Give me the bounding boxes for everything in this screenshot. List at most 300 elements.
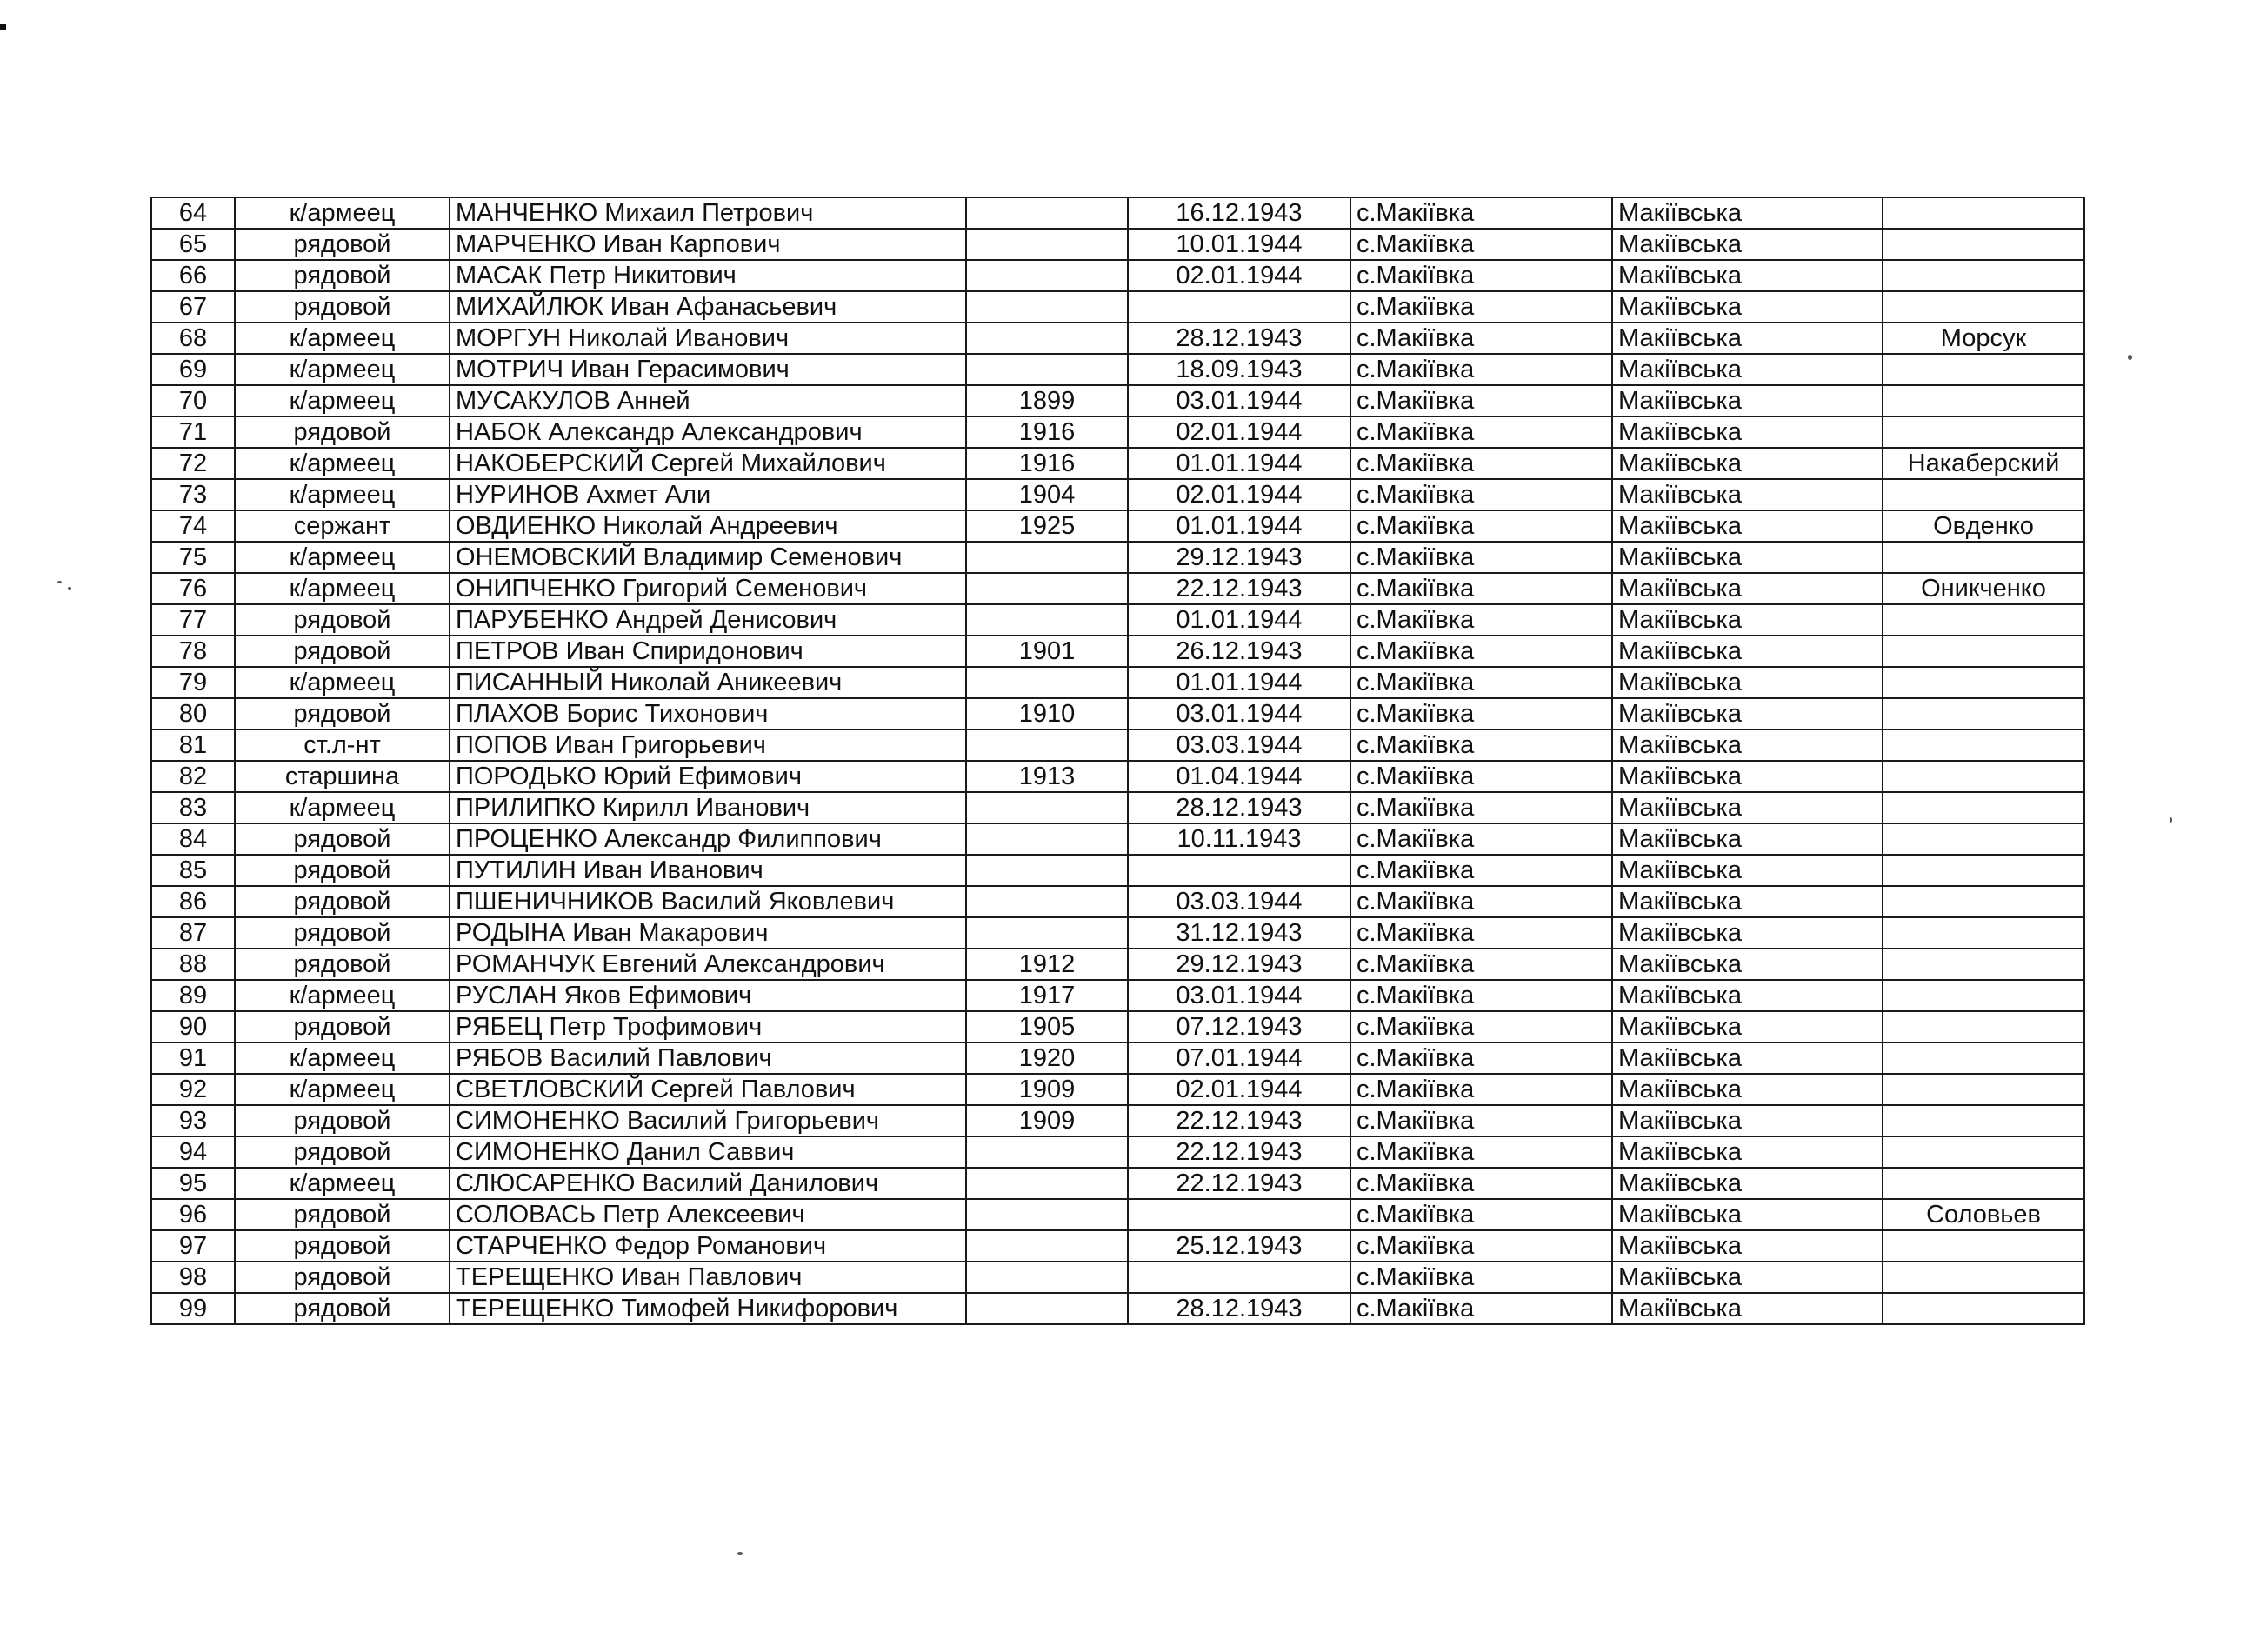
name-cell: НАКОБЕРСКИЙ Сергей Михайлович [450,448,966,479]
rank-cell: рядовой [235,636,450,667]
scan-speck [2170,817,2172,823]
note-cell: Оникченко [1883,573,2084,604]
rank-cell: к/армеец [235,542,450,573]
death-date-cell: 01.01.1944 [1128,667,1350,698]
rank-cell: к/армеец [235,448,450,479]
rank-cell: к/армеец [235,792,450,823]
note-cell [1883,1262,2084,1293]
death-date-cell: 02.01.1944 [1128,260,1350,291]
rank-cell: рядовой [235,917,450,949]
table-row [151,510,2084,542]
row-number: 95 [151,1168,235,1199]
name-cell: МУСАКУЛОВ Анней [450,385,966,416]
row-number: 68 [151,323,235,354]
council-cell: Макіївська [1612,855,1883,886]
birth-year-cell: 1916 [966,416,1128,448]
name-cell: ПРОЦЕНКО Александр Филиппович [450,823,966,855]
rank-cell: рядовой [235,260,450,291]
name-cell: МОТРИЧ Иван Герасимович [450,354,966,385]
row-number: 73 [151,479,235,510]
table-row [151,448,2084,479]
note-cell [1883,1042,2084,1074]
birth-year-cell [966,917,1128,949]
table-row [151,604,2084,636]
rank-cell: рядовой [235,886,450,917]
note-cell [1883,229,2084,260]
death-date-cell: 26.12.1943 [1128,636,1350,667]
death-date-cell: 03.01.1944 [1128,698,1350,729]
village-cell: с.Макіївка [1350,573,1612,604]
rank-cell: к/армеец [235,667,450,698]
row-number: 88 [151,949,235,980]
note-cell [1883,1105,2084,1136]
row-number: 79 [151,667,235,698]
scan-speck [68,587,71,590]
name-cell: МИХАЙЛЮК Иван Афанасьевич [450,291,966,323]
birth-year-cell: 1899 [966,385,1128,416]
village-cell: с.Макіївка [1350,1011,1612,1042]
death-date-cell: 01.01.1944 [1128,448,1350,479]
name-cell: ПУТИЛИН Иван Иванович [450,855,966,886]
rank-cell: ст.л-нт [235,729,450,761]
birth-year-cell: 1904 [966,479,1128,510]
table-row [151,980,2084,1011]
death-date-cell [1128,855,1350,886]
council-cell: Макіївська [1612,792,1883,823]
rank-cell: старшина [235,761,450,792]
rank-cell: к/армеец [235,354,450,385]
village-cell: с.Макіївка [1350,729,1612,761]
note-cell [1883,1293,2084,1324]
row-number: 87 [151,917,235,949]
village-cell: с.Макіївка [1350,542,1612,573]
rank-cell: рядовой [235,823,450,855]
village-cell: с.Макіївка [1350,197,1612,229]
table-row [151,1136,2084,1168]
village-cell: с.Макіївка [1350,1168,1612,1199]
note-cell [1883,542,2084,573]
council-cell: Макіївська [1612,448,1883,479]
name-cell: ПОПОВ Иван Григорьевич [450,729,966,761]
name-cell: СИМОНЕНКО Василий Григорьевич [450,1105,966,1136]
table-row [151,291,2084,323]
rank-cell: к/армеец [235,323,450,354]
row-number: 71 [151,416,235,448]
rank-cell: к/армеец [235,1042,450,1074]
council-cell: Макіївська [1612,1105,1883,1136]
name-cell: НАБОК Александр Александрович [450,416,966,448]
name-cell: ТЕРЕЩЕНКО Иван Павлович [450,1262,966,1293]
table-row [151,667,2084,698]
name-cell: СВЕТЛОВСКИЙ Сергей Павлович [450,1074,966,1105]
council-cell: Макіївська [1612,698,1883,729]
note-cell [1883,1136,2084,1168]
council-cell: Макіївська [1612,1168,1883,1199]
death-date-cell: 28.12.1943 [1128,323,1350,354]
note-cell [1883,855,2084,886]
village-cell: с.Макіївка [1350,385,1612,416]
name-cell: ПИСАННЫЙ Николай Аникеевич [450,667,966,698]
row-number: 70 [151,385,235,416]
rank-cell: рядовой [235,1199,450,1230]
name-cell: РОДЫНА Иван Макарович [450,917,966,949]
birth-year-cell [966,197,1128,229]
note-cell [1883,479,2084,510]
death-date-cell: 22.12.1943 [1128,1105,1350,1136]
row-number: 90 [151,1011,235,1042]
birth-year-cell: 1925 [966,510,1128,542]
note-cell [1883,792,2084,823]
name-cell: РЯБЕЦ Петр Трофимович [450,1011,966,1042]
death-date-cell [1128,1199,1350,1230]
note-cell [1883,949,2084,980]
death-date-cell: 02.01.1944 [1128,416,1350,448]
row-number: 98 [151,1262,235,1293]
table-row [151,636,2084,667]
table-row [151,229,2084,260]
table-row [151,1293,2084,1324]
village-cell: с.Макіївка [1350,823,1612,855]
village-cell: с.Макіївка [1350,667,1612,698]
village-cell: с.Макіївка [1350,260,1612,291]
table-row [151,1168,2084,1199]
council-cell: Макіївська [1612,291,1883,323]
row-number: 99 [151,1293,235,1324]
row-number: 92 [151,1074,235,1105]
scan-speck [2128,355,2132,360]
note-cell [1883,354,2084,385]
row-number: 75 [151,542,235,573]
rank-cell: рядовой [235,1262,450,1293]
rank-cell: рядовой [235,604,450,636]
row-number: 85 [151,855,235,886]
village-cell: с.Макіївка [1350,636,1612,667]
table-row [151,949,2084,980]
birth-year-cell [966,729,1128,761]
council-cell: Макіївська [1612,510,1883,542]
death-date-cell: 31.12.1943 [1128,917,1350,949]
council-cell: Макіївська [1612,1136,1883,1168]
note-cell [1883,1074,2084,1105]
council-cell: Макіївська [1612,416,1883,448]
council-cell: Макіївська [1612,542,1883,573]
death-date-cell: 22.12.1943 [1128,573,1350,604]
scan-speck [737,1552,743,1555]
council-cell: Макіївська [1612,949,1883,980]
village-cell: с.Макіївка [1350,323,1612,354]
rank-cell: к/армеец [235,1168,450,1199]
name-cell: ПЛАХОВ Борис Тихонович [450,698,966,729]
birth-year-cell [966,260,1128,291]
rank-cell: рядовой [235,949,450,980]
birth-year-cell [966,542,1128,573]
council-cell: Макіївська [1612,636,1883,667]
village-cell: с.Макіївка [1350,949,1612,980]
records-body [151,197,2084,1324]
council-cell: Макіївська [1612,1199,1883,1230]
village-cell: с.Макіївка [1350,761,1612,792]
village-cell: с.Макіївка [1350,448,1612,479]
rank-cell: к/армеец [235,197,450,229]
death-date-cell [1128,1262,1350,1293]
council-cell: Макіївська [1612,479,1883,510]
row-number: 89 [151,980,235,1011]
note-cell [1883,1230,2084,1262]
note-cell: Овденко [1883,510,2084,542]
name-cell: ОНЕМОВСКИЙ Владимир Семенович [450,542,966,573]
birth-year-cell [966,291,1128,323]
death-date-cell: 03.01.1944 [1128,385,1350,416]
note-cell: Соловьев [1883,1199,2084,1230]
birth-year-cell: 1905 [966,1011,1128,1042]
council-cell: Макіївська [1612,1074,1883,1105]
name-cell: СИМОНЕНКО Данил Саввич [450,1136,966,1168]
village-cell: с.Макіївка [1350,1042,1612,1074]
birth-year-cell [966,823,1128,855]
note-cell [1883,980,2084,1011]
table-row [151,1230,2084,1262]
table-row [151,886,2084,917]
birth-year-cell: 1909 [966,1074,1128,1105]
note-cell [1883,197,2084,229]
birth-year-cell: 1920 [966,1042,1128,1074]
name-cell: СЛЮСАРЕНКО Василий Данилович [450,1168,966,1199]
name-cell: СОЛОВАСЬ Петр Алексеевич [450,1199,966,1230]
table-row [151,479,2084,510]
name-cell: НУРИНОВ Ахмет Али [450,479,966,510]
council-cell: Макіївська [1612,667,1883,698]
birth-year-cell: 1901 [966,636,1128,667]
death-date-cell: 03.01.1944 [1128,980,1350,1011]
council-cell: Макіївська [1612,1011,1883,1042]
death-date-cell: 25.12.1943 [1128,1230,1350,1262]
row-number: 77 [151,604,235,636]
village-cell: с.Макіївка [1350,1199,1612,1230]
name-cell: СТАРЧЕНКО Федор Романович [450,1230,966,1262]
birth-year-cell [966,354,1128,385]
birth-year-cell [966,1293,1128,1324]
council-cell: Макіївська [1612,1230,1883,1262]
rank-cell: сержант [235,510,450,542]
table-row [151,792,2084,823]
rank-cell: к/армеец [235,479,450,510]
table-row [151,1105,2084,1136]
village-cell: с.Макіївка [1350,416,1612,448]
death-date-cell: 07.12.1943 [1128,1011,1350,1042]
death-date-cell: 16.12.1943 [1128,197,1350,229]
council-cell: Макіївська [1612,980,1883,1011]
council-cell: Макіївська [1612,917,1883,949]
name-cell: ТЕРЕЩЕНКО Тимофей Никифорович [450,1293,966,1324]
row-number: 96 [151,1199,235,1230]
name-cell: МОРГУН Николай Иванович [450,323,966,354]
birth-year-cell: 1916 [966,448,1128,479]
death-date-cell: 07.01.1944 [1128,1042,1350,1074]
birth-year-cell: 1917 [966,980,1128,1011]
row-number: 76 [151,573,235,604]
rank-cell: к/армеец [235,573,450,604]
table-row [151,1199,2084,1230]
table-row [151,197,2084,229]
row-number: 82 [151,761,235,792]
row-number: 69 [151,354,235,385]
village-cell: с.Макіївка [1350,792,1612,823]
death-date-cell [1128,291,1350,323]
rank-cell: к/армеец [235,1074,450,1105]
rank-cell: рядовой [235,855,450,886]
birth-year-cell [966,573,1128,604]
note-cell [1883,636,2084,667]
birth-year-cell [966,323,1128,354]
birth-year-cell [966,855,1128,886]
row-number: 65 [151,229,235,260]
row-number: 80 [151,698,235,729]
note-cell [1883,886,2084,917]
village-cell: с.Макіївка [1350,229,1612,260]
village-cell: с.Макіївка [1350,1262,1612,1293]
note-cell [1883,823,2084,855]
rank-cell: рядовой [235,1293,450,1324]
village-cell: с.Макіївка [1350,1136,1612,1168]
table-row [151,1042,2084,1074]
village-cell: с.Макіївка [1350,698,1612,729]
note-cell [1883,604,2084,636]
note-cell [1883,416,2084,448]
council-cell: Макіївська [1612,229,1883,260]
note-cell: Морсук [1883,323,2084,354]
council-cell: Макіївська [1612,1262,1883,1293]
village-cell: с.Макіївка [1350,604,1612,636]
death-date-cell: 02.01.1944 [1128,479,1350,510]
rank-cell: к/армеец [235,385,450,416]
birth-year-cell [966,604,1128,636]
table-row [151,855,2084,886]
rank-cell: рядовой [235,1136,450,1168]
row-number: 66 [151,260,235,291]
birth-year-cell [966,229,1128,260]
death-date-cell: 01.04.1944 [1128,761,1350,792]
note-cell [1883,385,2084,416]
note-cell [1883,291,2084,323]
council-cell: Макіївська [1612,573,1883,604]
death-date-cell: 29.12.1943 [1128,949,1350,980]
name-cell: МАСАК Петр Никитович [450,260,966,291]
council-cell: Макіївська [1612,1042,1883,1074]
rank-cell: рядовой [235,416,450,448]
village-cell: с.Макіївка [1350,1074,1612,1105]
birth-year-cell: 1912 [966,949,1128,980]
council-cell: Макіївська [1612,260,1883,291]
rank-cell: рядовой [235,291,450,323]
note-cell [1883,1168,2084,1199]
rank-cell: рядовой [235,1011,450,1042]
rank-cell: к/армеец [235,980,450,1011]
note-cell [1883,1011,2084,1042]
table-row [151,917,2084,949]
name-cell: ПШЕНИЧНИКОВ Василий Яковлевич [450,886,966,917]
name-cell: РОМАНЧУК Евгений Александрович [450,949,966,980]
death-date-cell: 22.12.1943 [1128,1136,1350,1168]
table-row [151,542,2084,573]
table-row [151,354,2084,385]
death-date-cell: 29.12.1943 [1128,542,1350,573]
table-row [151,323,2084,354]
row-number: 97 [151,1230,235,1262]
name-cell: РУСЛАН Яков Ефимович [450,980,966,1011]
council-cell: Макіївська [1612,1293,1883,1324]
table-row [151,761,2084,792]
death-date-cell: 01.01.1944 [1128,510,1350,542]
name-cell: ПОРОДЬКО Юрий Ефимович [450,761,966,792]
burial-records-table [150,197,2085,1325]
birth-year-cell [966,1168,1128,1199]
council-cell: Макіївська [1612,604,1883,636]
village-cell: с.Макіївка [1350,855,1612,886]
name-cell: ОВДИЕНКО Николай Андреевич [450,510,966,542]
council-cell: Макіївська [1612,354,1883,385]
name-cell: ОНИПЧЕНКО Григорий Семенович [450,573,966,604]
note-cell: Накаберский [1883,448,2084,479]
council-cell: Макіївська [1612,823,1883,855]
row-number: 74 [151,510,235,542]
village-cell: с.Макіївка [1350,917,1612,949]
row-number: 81 [151,729,235,761]
table-row [151,1074,2084,1105]
note-cell [1883,260,2084,291]
council-cell: Макіївська [1612,886,1883,917]
note-cell [1883,698,2084,729]
row-number: 78 [151,636,235,667]
village-cell: с.Макіївка [1350,479,1612,510]
council-cell: Макіївська [1612,729,1883,761]
death-date-cell: 22.12.1943 [1128,1168,1350,1199]
birth-year-cell [966,886,1128,917]
rank-cell: рядовой [235,698,450,729]
rank-cell: рядовой [235,229,450,260]
note-cell [1883,917,2084,949]
death-date-cell: 01.01.1944 [1128,604,1350,636]
village-cell: с.Макіївка [1350,291,1612,323]
row-number: 94 [151,1136,235,1168]
village-cell: с.Макіївка [1350,354,1612,385]
row-number: 91 [151,1042,235,1074]
birth-year-cell [966,1199,1128,1230]
death-date-cell: 03.03.1944 [1128,729,1350,761]
table-row [151,729,2084,761]
birth-year-cell: 1909 [966,1105,1128,1136]
row-number: 83 [151,792,235,823]
row-number: 67 [151,291,235,323]
name-cell: МАНЧЕНКО Михаил Петрович [450,197,966,229]
death-date-cell: 02.01.1944 [1128,1074,1350,1105]
birth-year-cell [966,1136,1128,1168]
name-cell: ПАРУБЕНКО Андрей Денисович [450,604,966,636]
village-cell: с.Макіївка [1350,886,1612,917]
scan-speck [57,581,62,583]
village-cell: с.Макіївка [1350,1230,1612,1262]
note-cell [1883,761,2084,792]
birth-year-cell [966,792,1128,823]
village-cell: с.Макіївка [1350,1105,1612,1136]
birth-year-cell: 1913 [966,761,1128,792]
row-number: 86 [151,886,235,917]
council-cell: Макіївська [1612,197,1883,229]
name-cell: ПРИЛИПКО Кирилл Иванович [450,792,966,823]
table-row [151,823,2084,855]
name-cell: ПЕТРОВ Иван Спиридонович [450,636,966,667]
name-cell: МАРЧЕНКО Иван Карпович [450,229,966,260]
table-row [151,1011,2084,1042]
